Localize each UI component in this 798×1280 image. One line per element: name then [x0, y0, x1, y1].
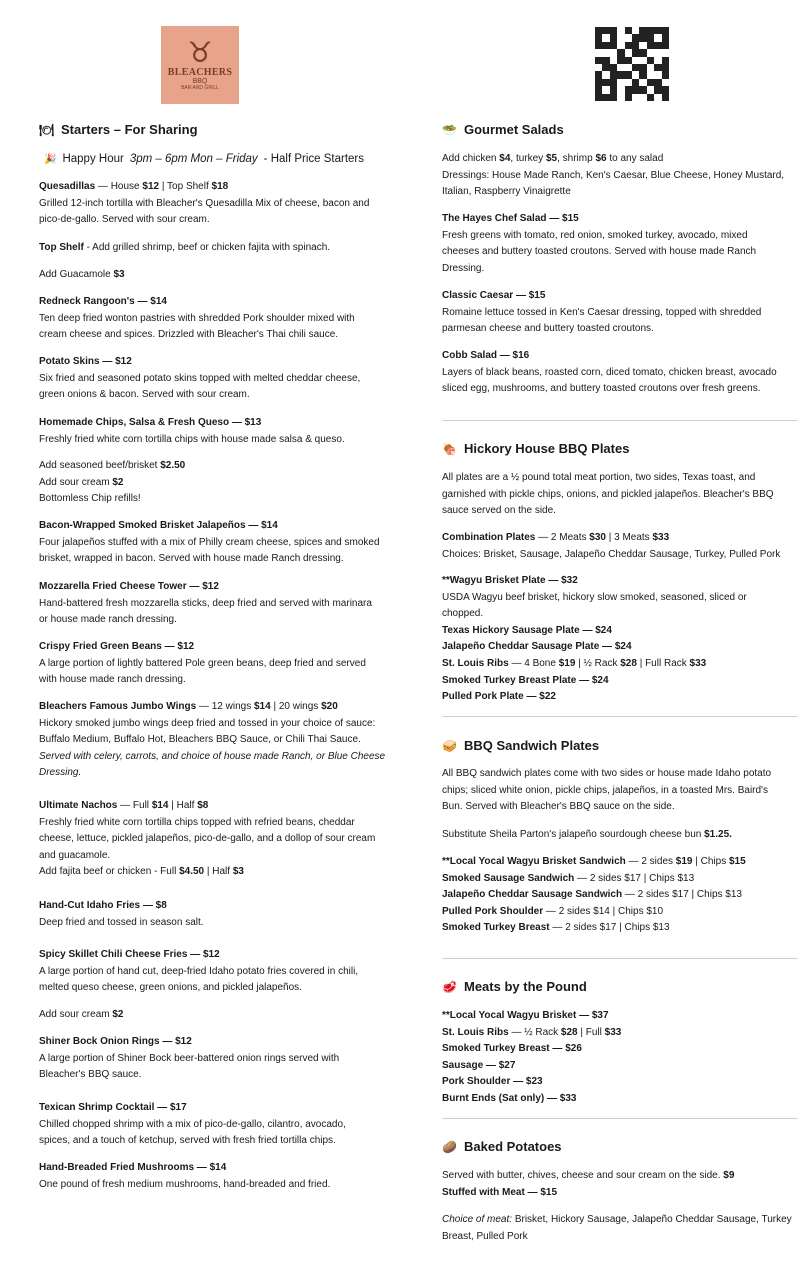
item-price-label: | Half	[168, 800, 198, 811]
item-desc: Served with celery, carrots, and choice of house made Ranch, or Blue Cheese	[39, 750, 386, 762]
addon-note: Bottomless Chip refills!	[39, 493, 141, 505]
item-price-label: | Chips	[692, 856, 729, 867]
sandwich-heading	[442, 738, 599, 753]
item-name: Smoked Sausage Sandwich	[442, 872, 575, 884]
item-name: Shiner Bock Onion Rings — $12	[39, 1036, 192, 1047]
item-quesadillas	[39, 179, 424, 229]
item-desc: pico-de-gallo. Served with sour cream.	[39, 214, 210, 226]
item-price-label: — House	[95, 181, 143, 192]
addon-label: Add fajita beef or chicken - Full	[39, 866, 180, 878]
item-chili-cheese-fries	[39, 947, 424, 997]
starters-heading	[39, 122, 198, 137]
meats-heading	[442, 979, 587, 994]
item-name: Hand-Cut Idaho Fries — $8	[39, 900, 167, 911]
section-desc: garnished with pickle chips, onions, and pickled jalapeños. Bleacher's BBQ	[442, 488, 774, 500]
item-desc: - Add grilled shrimp, beef or chicken fajita with spinach.	[83, 242, 331, 253]
item-add-sour-cream	[39, 1007, 424, 1024]
item-desc: green onions & bacon. Served with sour cream.	[39, 389, 250, 401]
item-price: $19	[558, 657, 576, 669]
restaurant-logo	[161, 26, 239, 104]
addon-label: Substitute Sheila Parton's jalapeño sourdough cheese bun	[442, 829, 705, 840]
addon-price: $2	[112, 476, 124, 488]
item-combination-plates	[442, 530, 798, 563]
dressings: Dressings: House Made Ranch, Ken's Caesar, Blue Cheese, Honey Mustard,	[442, 169, 785, 181]
item-price: $12	[142, 181, 160, 192]
bbq-plates-title: Hickory House BBQ Plates	[464, 441, 630, 456]
item-desc: Romaine lettuce tossed in Ken's Caesar dressing, topped with shredded	[442, 306, 762, 318]
item-desc: parmesan cheese and buttery toasted croutons.	[442, 323, 654, 335]
logo-name: BLEACHERS	[167, 67, 233, 78]
item-price: $17	[599, 922, 617, 934]
potato-icon: 🥔	[442, 1139, 457, 1154]
item-price-label: | ½ Rack	[575, 657, 621, 669]
item-price-label: — 2 sides	[625, 856, 676, 867]
item-name: St. Louis Ribs	[442, 1026, 509, 1038]
potato-details	[442, 1168, 798, 1201]
item-price: $14	[593, 905, 610, 917]
item-desc: spices, and a touch of ketchup, served with fresh fried tortilla chips.	[39, 1135, 336, 1147]
item-desc: Hand-battered fresh mozzarella sticks, deep fried and served with marinara	[39, 597, 372, 609]
item-price-label: — 4 Bone	[508, 657, 559, 669]
section-desc: Bun. Served with Bleacher's BBQ sauce on the side.	[442, 801, 675, 813]
list-item	[442, 887, 798, 904]
item-price: $28	[560, 1026, 578, 1038]
item-price: $33	[652, 532, 670, 543]
section-desc: All plates are a ½ pound total meat portion, two sides, Texas toast, and	[442, 472, 756, 483]
item-price-label: — 12 wings	[196, 701, 254, 712]
item-desc: Dressing.	[39, 767, 82, 779]
sandwich-title: BBQ Sandwich Plates	[464, 738, 600, 753]
item-price: $14	[151, 800, 169, 811]
item-desc: A large portion of lightly battered Pole green beans, deep fried and served	[39, 657, 366, 669]
item-name: Classic Caesar — $15	[442, 290, 546, 301]
addon-price: $5	[545, 153, 558, 164]
section-desc: chips; sliced white onion, pickle chips, jalapeños, in a toasted Mrs. Baird's	[442, 784, 768, 796]
item-desc: Hickory smoked jumbo wings deep fried and tossed in your choice of sauce:	[39, 717, 376, 729]
sandwich-icon: 🥪	[442, 738, 457, 753]
addon-label: Add sour cream	[39, 1009, 113, 1020]
happy-hour	[44, 153, 364, 165]
item-redneck-rangoon	[39, 294, 424, 344]
item-desc: Grilled 12-inch tortilla with Bleacher's Quesadilla Mix of cheese, bacon and	[39, 197, 370, 209]
item-name: Jalapeño Cheddar Sausage Sandwich	[442, 889, 623, 901]
potato-meat-choices	[442, 1212, 798, 1245]
item-price-label: | Full Rack	[636, 657, 690, 669]
item-name: Redneck Rangoon's — $14	[39, 296, 167, 307]
addon-price: $3	[232, 866, 244, 878]
item-price: $17	[624, 872, 641, 884]
list-item	[442, 920, 798, 937]
item-price-label: — ½ Rack	[508, 1026, 561, 1038]
item-desc: USDA Wagyu beef brisket, hickory slow smoked, seasoned, sliced or	[442, 591, 747, 603]
item-desc: or house made ranch dressing.	[39, 614, 177, 626]
item-name: Potato Skins — $12	[39, 356, 132, 367]
list-item: **Local Yocal Wagyu Brisket — $37	[442, 1010, 609, 1021]
item-idaho-fries	[39, 898, 424, 931]
section-desc: sauce served on the side.	[442, 505, 556, 517]
bbq-plates-heading	[442, 441, 629, 456]
addon-label: Add chicken	[442, 153, 500, 164]
item-price: $30	[589, 532, 606, 543]
happy-hour-suffix: - Half Price Starters	[263, 153, 364, 165]
choice-text: Brisket, Hickory Sausage, Jalapeño Cheddar Sausage, Turkey	[512, 1214, 792, 1225]
addon-label: Add sour cream	[39, 476, 113, 488]
item-name: Pulled Pork Plate — $22	[442, 691, 556, 703]
salads-title: Gourmet Salads	[464, 122, 564, 137]
item-chef-salad	[442, 211, 798, 277]
meats-list	[442, 1008, 798, 1108]
section-divider	[442, 716, 798, 717]
item-price-label: | Top Shelf	[159, 181, 212, 192]
logo-tagline: BAR AND GRILL	[181, 85, 219, 91]
item-jumbo-wings	[39, 699, 424, 782]
section-divider	[442, 1118, 798, 1119]
item-desc: Buffalo Medium, Buffalo Hot, Bleachers BBQ Sauce, or Chili Thai Sauce.	[39, 734, 361, 746]
happy-hour-time: 3pm – 6pm Mon – Friday	[129, 153, 258, 165]
item-desc: melted queso cheese, green onions, and pickled jalapeños.	[39, 982, 302, 994]
item-desc: cheeses and buttery toasted croutons. Served with house made Ranch	[442, 246, 757, 258]
item-name: Texican Shrimp Cocktail — $17	[39, 1102, 187, 1113]
item-price-label: | Full	[577, 1026, 605, 1038]
bbq-plates-list	[442, 573, 798, 706]
item-desc: Deep fried and tossed in season salt.	[39, 916, 204, 928]
item-ultimate-nachos	[39, 798, 424, 881]
item-name: Spicy Skillet Chili Cheese Fries — $12	[39, 949, 220, 960]
item-desc: A large portion of hand cut, deep-fried Idaho potato fries covered in chili,	[39, 965, 359, 977]
starters-title: Starters – For Sharing	[61, 122, 198, 137]
addon-label: | Half	[204, 866, 233, 878]
dressings: Italian, Raspberry Vinaigrette	[442, 186, 571, 198]
item-desc: Fresh greens with tomato, red onion, smoked turkey, avocado, mixed	[442, 229, 748, 241]
item-name: Hand-Breaded Fried Mushrooms — $14	[39, 1162, 227, 1173]
item-name: Cobb Salad — $16	[442, 350, 530, 361]
meat-icon: 🍖	[442, 441, 457, 456]
item-price-label: — 2 sides	[543, 905, 594, 917]
item-price-label: | 3 Meats	[605, 532, 653, 543]
item-name: Jalapeño Cheddar Sausage Plate — $24	[442, 641, 632, 653]
bull-skull-icon: ♉	[187, 37, 213, 68]
item-name: Quesadillas	[39, 181, 96, 192]
list-item: Burnt Ends (Sat only) — $33	[442, 1092, 577, 1104]
item-price: $14	[253, 701, 271, 712]
item-onion-rings	[39, 1034, 424, 1084]
item-price: $33	[604, 1026, 622, 1038]
item-desc: cheese, lettuce, pickled jalapeños, pico-de-gallo, and a dollop of sour cream	[39, 833, 376, 845]
item-name: Mozzarella Fried Cheese Tower — $12	[39, 581, 219, 592]
choice-text: Breast, Pulled Pork	[442, 1230, 528, 1242]
item-desc: Dressing.	[442, 262, 485, 274]
item-price: $13	[725, 889, 742, 901]
item-name: Bleachers Famous Jumbo Wings	[39, 701, 197, 712]
item-desc: Layers of black beans, roasted corn, diced tomato, chicken breast, avocado	[442, 366, 777, 378]
item-price: $19	[675, 856, 693, 867]
item-desc: cream cheese and spices. Drizzled with Bleacher's Thai chili sauce.	[39, 329, 339, 341]
item-price-label: | Chips	[688, 889, 726, 901]
salad-addons	[442, 151, 798, 201]
item-classic-caesar	[442, 288, 798, 338]
item-price: $8	[197, 800, 209, 811]
addon-price: $3	[113, 269, 125, 280]
item-name: Smoked Turkey Breast Plate — $24	[442, 674, 609, 686]
item-green-beans	[39, 639, 424, 689]
addon-label: , turkey	[510, 153, 546, 164]
item-price: $9	[723, 1170, 735, 1181]
item-homemade-chips	[39, 415, 424, 448]
item-name: Ultimate Nachos	[39, 800, 118, 811]
item-name: Crispy Fried Green Beans — $12	[39, 641, 195, 652]
item-desc: with house made ranch dressing.	[39, 674, 186, 686]
addon-label: Add Guacamole	[39, 269, 114, 280]
item-price-label: | 20 wings	[270, 701, 322, 712]
addon-price: $4	[499, 153, 511, 164]
sandwich-list	[442, 854, 798, 937]
list-item: Pork Shoulder — $23	[442, 1076, 543, 1088]
list-item	[442, 904, 798, 921]
section-divider	[442, 958, 798, 959]
item-price: $17	[672, 889, 689, 901]
chips-addons	[39, 458, 424, 508]
happy-hour-label: Happy Hour	[62, 153, 124, 165]
item-shrimp-cocktail	[39, 1100, 424, 1150]
section-divider	[442, 420, 798, 421]
item-fried-mushrooms	[39, 1160, 424, 1193]
item-desc: Ten deep fried wonton pastries with shredded Pork shoulder mixed with	[39, 312, 355, 324]
item-desc: Served with butter, chives, cheese and sour cream on the side.	[442, 1170, 724, 1181]
bbq-plates-intro	[442, 470, 798, 520]
item-desc: Six fried and seasoned potato skins topped with melted cheddar cheese,	[39, 372, 361, 384]
addon-price: $2	[112, 1009, 124, 1020]
addon-price: $2.50	[160, 460, 186, 471]
item-price-label: — 2 sides	[549, 922, 600, 934]
item-desc: Choices: Brisket, Sausage, Jalapeño Cheddar Sausage, Turkey, Pulled Pork	[442, 548, 781, 560]
item-name: Bacon-Wrapped Smoked Brisket Jalapeños — $14	[39, 520, 278, 531]
item-desc: Freshly fried white corn tortilla chips with house made salsa & queso.	[39, 433, 345, 445]
item-desc: Four jalapeños stuffed with a mix of Philly cream cheese, spices and smoked	[39, 536, 380, 548]
item-price-label: — Full	[117, 800, 152, 811]
item-price: $33	[689, 657, 707, 669]
item-name: Pulled Pork Shoulder	[442, 905, 544, 917]
item-desc: and guacamole.	[39, 849, 111, 861]
addon-label: Add seasoned beef/brisket	[39, 460, 161, 471]
list-item	[442, 871, 798, 888]
item-price: $20	[321, 701, 338, 712]
addon-label: , shrimp	[557, 153, 596, 164]
item-desc: Bleacher's BBQ sauce.	[39, 1069, 142, 1081]
item-name: Combination Plates	[442, 532, 536, 543]
item-desc: chopped.	[442, 608, 484, 620]
salad-bowl-icon: 🥗	[442, 122, 457, 137]
item-price: $18	[211, 181, 229, 192]
item-bacon-jalapenos	[39, 518, 424, 568]
meats-title: Meats by the Pound	[464, 979, 587, 994]
item-price-label: | Chips	[609, 905, 647, 917]
section-desc: All BBQ sandwich plates come with two sides or house made Idaho potato	[442, 768, 772, 779]
item-top-shelf	[39, 240, 424, 257]
party-icon: 🎉	[44, 153, 57, 165]
addon-label: to any salad	[606, 153, 664, 164]
list-item	[442, 854, 798, 871]
item-name: The Hayes Chef Salad — $15	[442, 213, 579, 224]
item-name: **Wagyu Brisket Plate — $32	[442, 575, 578, 586]
item-desc: Freshly fried white corn tortilla chips topped with refried beans, cheddar	[39, 816, 355, 828]
item-desc: brisket, wrapped in bacon. Served with house made Ranch dressing.	[39, 553, 344, 565]
item-name: Homemade Chips, Salsa & Fresh Queso — $13	[39, 417, 262, 428]
steak-icon: 🥩	[442, 979, 457, 994]
list-item: Sausage — $27	[442, 1059, 516, 1071]
item-potato-skins	[39, 354, 424, 404]
item-price: $10	[646, 905, 664, 917]
item-name: **Local Yocal Wagyu Brisket Sandwich	[442, 856, 626, 867]
item-price-label: | Chips	[616, 922, 653, 934]
menu-card-icon: 🍽	[39, 122, 55, 137]
addon-price: $4.50	[179, 866, 205, 878]
potatoes-title: Baked Potatoes	[464, 1139, 562, 1154]
salads-heading	[442, 122, 564, 137]
item-price-label: — 2 sides	[622, 889, 673, 901]
item-name: Smoked Turkey Breast	[442, 922, 550, 934]
item-price-label: — 2 Meats	[535, 532, 590, 543]
item-name: Stuffed with Meat — $15	[442, 1186, 558, 1198]
addon-price: $1.25.	[704, 829, 732, 840]
item-desc: sliced egg, mushrooms, and buttery toasted croutons over fresh greens.	[442, 383, 761, 395]
sandwich-intro	[442, 766, 798, 816]
item-cobb-salad	[442, 348, 798, 398]
potatoes-heading	[442, 1139, 562, 1154]
item-desc: One pound of fresh medium mushrooms, hand-breaded and fried.	[39, 1178, 331, 1190]
addon-price: $6	[595, 153, 607, 164]
item-mozzarella-tower	[39, 579, 424, 629]
item-price: $13	[677, 872, 695, 884]
item-name: Texas Hickory Sausage Plate — $24	[442, 624, 612, 636]
sandwich-bun-substitute	[442, 827, 798, 844]
item-price-label: — 2 sides	[574, 872, 625, 884]
item-name: St. Louis Ribs	[442, 657, 509, 669]
item-price-label: | Chips	[640, 872, 678, 884]
item-price: $13	[652, 922, 670, 934]
qr-code[interactable]	[595, 27, 669, 101]
list-item: Smoked Turkey Breast — $26	[442, 1043, 582, 1055]
item-desc: A large portion of Shiner Bock beer-battered onion rings served with	[39, 1052, 340, 1064]
item-price: $15	[728, 856, 746, 867]
item-add-guacamole	[39, 267, 424, 284]
item-desc: Chilled chopped shrimp with a mix of pico-de-gallo, cilantro, avocado,	[39, 1118, 346, 1130]
item-name: Top Shelf	[39, 242, 84, 253]
choice-label: Choice of meat:	[442, 1214, 513, 1225]
item-price: $28	[620, 657, 637, 669]
logo-bbq: BBQ	[192, 78, 208, 85]
